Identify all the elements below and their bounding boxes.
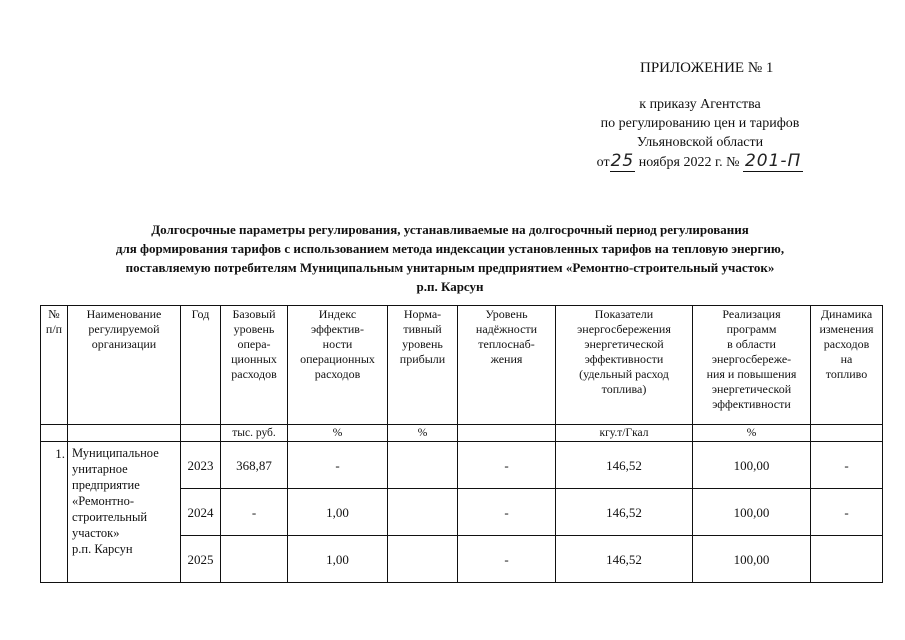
column-header-line: эффектив- (311, 322, 364, 336)
order-reference (560, 95, 840, 172)
title-line: р.п. Карсун (416, 279, 484, 294)
unit-cell (68, 425, 181, 442)
column-header-line: Норма- (403, 307, 442, 321)
column-header-line: Индекс (318, 307, 357, 321)
column-header (221, 306, 288, 425)
order-number: 201-П (744, 151, 802, 171)
unit-cell (181, 425, 221, 442)
energy-saving-cell: 146,52 (556, 536, 693, 583)
order-date-prefix: от (596, 155, 610, 170)
column-header-line: изменения (819, 322, 874, 336)
reliability-cell: - (458, 489, 556, 536)
column-header-line: регулируемой (88, 322, 160, 336)
column-header (556, 306, 693, 425)
column-header-line: топливо (825, 367, 868, 381)
program-cell: 100,00 (693, 536, 811, 583)
order-date-suffix: ноября 2022 г. № (638, 155, 740, 170)
column-header (811, 306, 883, 425)
column-header-line: ционных (231, 352, 277, 366)
column-header-line: Динамика (820, 307, 873, 321)
reliability-cell: - (458, 442, 556, 489)
unit-cell (811, 425, 883, 442)
energy-saving-cell: 146,52 (556, 489, 693, 536)
column-header-line: уровень (402, 337, 443, 351)
unit-cell: % (388, 425, 458, 442)
organization-name-line: «Ремонтно- (72, 494, 134, 508)
fuel-dynamics-cell: - (811, 442, 883, 489)
program-cell: 100,00 (693, 489, 811, 536)
column-header-line: энергетической (584, 337, 664, 351)
column-header-line: ния и повышения (706, 367, 797, 381)
column-header-line: расходов (231, 367, 277, 381)
column-header-line: Уровень (485, 307, 528, 321)
base-opex-cell (221, 536, 288, 583)
table-header-row (41, 306, 883, 425)
column-header-line: расходов (314, 367, 361, 381)
year-cell: 2023 (181, 442, 221, 489)
column-header (693, 306, 811, 425)
document-title (30, 220, 870, 296)
table-row (41, 442, 883, 489)
column-header-line: энергетической (711, 382, 792, 396)
column-header (288, 306, 388, 425)
base-opex-cell: - (221, 489, 288, 536)
fuel-dynamics-cell (811, 536, 883, 583)
column-header-line: расходов (823, 337, 870, 351)
title-line: для формирования тарифов с использованием метода индексации установленных тарифов на тепловую энергию, (115, 241, 785, 256)
parameters-table (40, 305, 883, 583)
order-line: Ульяновской области (636, 135, 764, 150)
reliability-cell: - (458, 536, 556, 583)
column-header-line: программ (726, 322, 777, 336)
organization-name (68, 442, 181, 583)
column-header-line: на (840, 352, 853, 366)
efficiency-index-cell: 1,00 (288, 536, 388, 583)
organization-name-line: предприятие (72, 478, 140, 492)
column-header-line: тивный (403, 322, 442, 336)
column-header-line: уровень (233, 322, 275, 336)
efficiency-index-cell: - (288, 442, 388, 489)
order-date-day: 25 (610, 151, 635, 171)
order-date-line (560, 152, 840, 172)
column-header-line: Базовый (232, 307, 276, 321)
title-line: поставляемую потребителям Муниципальным унитарным предприятием «Ремонтно-строительный участок» (125, 260, 775, 275)
profit-level-cell (388, 489, 458, 536)
column-header-line: эффективности (584, 352, 664, 366)
row-number: 1. (41, 442, 68, 583)
column-header-line: жения (490, 352, 523, 366)
year-cell: 2024 (181, 489, 221, 536)
column-header-line: энергосбереже- (711, 352, 792, 366)
column-header-line: эффективности (712, 397, 791, 411)
appendix-heading: ПРИЛОЖЕНИЕ № 1 (640, 60, 774, 76)
unit-cell: % (288, 425, 388, 442)
column-header-line: опера- (237, 337, 271, 351)
column-header-line: энергосбережения (577, 322, 671, 336)
column-header-line: теплоснаб- (478, 337, 535, 351)
column-header (388, 306, 458, 425)
column-header-line: Наименование (86, 307, 162, 321)
unit-cell: кгу.т/Гкал (556, 425, 693, 442)
column-header (458, 306, 556, 425)
column-header-line: Показатели (594, 307, 654, 321)
column-header-line: п/п (45, 322, 63, 336)
title-line: Долгосрочные параметры регулирования, устанавливаемые на долгосрочный период регулирования (151, 222, 749, 237)
column-header-line: операционных (300, 352, 375, 366)
profit-level-cell (388, 536, 458, 583)
order-line: по регулированию цен и тарифов (600, 116, 800, 131)
column-header (41, 306, 68, 425)
energy-saving-cell: 146,52 (556, 442, 693, 489)
column-header-line: Год (191, 307, 210, 321)
unit-cell (458, 425, 556, 442)
order-line: к приказу Агентства (639, 97, 761, 112)
units-row (41, 425, 883, 442)
column-header-line: организации (91, 337, 157, 351)
column-header-line: Реализация (722, 307, 781, 321)
column-header-line: ности (322, 337, 353, 351)
column-header (181, 306, 221, 425)
fuel-dynamics-cell: - (811, 489, 883, 536)
organization-name-line: строительный (72, 510, 148, 524)
column-header-line: топлива) (601, 382, 647, 396)
column-header-line: надёжности (475, 322, 538, 336)
unit-cell: тыс. руб. (221, 425, 288, 442)
unit-cell: % (693, 425, 811, 442)
organization-name-line: Муниципальное (72, 446, 159, 460)
column-header-line: № (48, 307, 60, 321)
efficiency-index-cell: 1,00 (288, 489, 388, 536)
program-cell: 100,00 (693, 442, 811, 489)
unit-cell (41, 425, 68, 442)
column-header-line: в области (727, 337, 776, 351)
column-header-line: прибыли (399, 352, 446, 366)
organization-name-line: унитарное (72, 462, 128, 476)
profit-level-cell (388, 442, 458, 489)
column-header (68, 306, 181, 425)
organization-name-line: р.п. Карсун (72, 542, 133, 556)
organization-name-line: участок» (72, 526, 120, 540)
base-opex-cell: 368,87 (221, 442, 288, 489)
column-header-line: (удельный расход (579, 367, 669, 381)
year-cell: 2025 (181, 536, 221, 583)
